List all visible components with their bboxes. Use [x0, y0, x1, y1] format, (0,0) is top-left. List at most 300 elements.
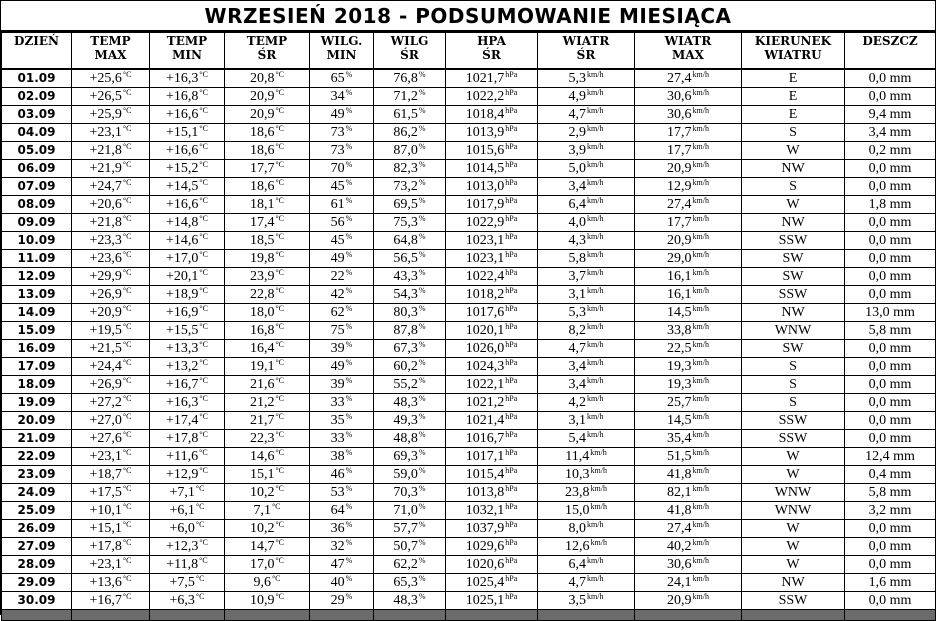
- unit-label: °C: [275, 286, 285, 295]
- unit-label: %: [345, 412, 353, 421]
- unit-label: km/h: [587, 592, 604, 601]
- temp-avg-cell: [225, 250, 310, 268]
- cell-value: 70,3: [393, 485, 418, 500]
- cell-value: 0,0 mm: [868, 377, 912, 392]
- cell-value: 5,8: [568, 251, 587, 266]
- humidity-min-cell: [310, 484, 374, 502]
- unit-label: km/h: [587, 214, 604, 223]
- cell-value: 5,3: [568, 71, 587, 86]
- humidity-avg-cell: [374, 88, 446, 106]
- unit-label: km/h: [692, 520, 709, 529]
- unit-label: km/h: [590, 484, 607, 493]
- unit-label: hPa: [505, 286, 518, 295]
- unit-label: °C: [195, 484, 205, 493]
- humidity-avg-cell: [374, 430, 446, 448]
- humidity-min-cell: [310, 340, 374, 358]
- cell-value: 36: [330, 521, 345, 536]
- cell-value: 1023,1: [465, 233, 505, 248]
- temp-max-cell: [72, 142, 150, 160]
- cell-value: 19,3: [667, 359, 692, 374]
- cell-value: 14,5: [667, 305, 692, 320]
- cell-value: +14,6: [166, 233, 199, 248]
- unit-label: %: [345, 448, 353, 457]
- unit-label: %: [345, 142, 353, 151]
- wind-max-cell: [635, 178, 742, 196]
- cell-value: 1015,6: [465, 143, 505, 158]
- cell-value: +26,9: [89, 377, 122, 392]
- temp-max-cell: [72, 538, 150, 556]
- unit-label: °C: [122, 304, 132, 313]
- cell-value: S: [789, 377, 797, 392]
- cell-value: 23.09: [17, 467, 56, 481]
- cell-value: +7,1: [169, 485, 195, 500]
- unit-label: °C: [275, 232, 285, 241]
- day-cell: [2, 232, 72, 250]
- wind-direction-cell: [742, 178, 845, 196]
- unit-label: %: [418, 124, 426, 133]
- unit-label: hPa: [505, 268, 518, 277]
- wind-avg-cell: [538, 394, 635, 412]
- temp-min-cell: [150, 448, 225, 466]
- cell-value: 30.09: [17, 593, 56, 607]
- unit-label: km/h: [587, 304, 604, 313]
- column-header-line2: ŚR: [576, 48, 596, 62]
- unit-label: hPa: [505, 502, 518, 511]
- wind-max-cell: [635, 448, 742, 466]
- cell-value: +21,8: [89, 143, 122, 158]
- wind-avg-cell: [538, 448, 635, 466]
- unit-label: km/h: [692, 70, 709, 79]
- wind-max-cell: [635, 340, 742, 358]
- wind-max-cell: [635, 484, 742, 502]
- cell-value: 33,8: [667, 323, 692, 338]
- unit-label: °C: [275, 430, 285, 439]
- unit-label: °C: [275, 160, 285, 169]
- cell-value: +19,5: [89, 323, 122, 338]
- unit-label: °C: [122, 394, 132, 403]
- cell-value: 33: [330, 431, 345, 446]
- table-row: [2, 304, 936, 322]
- cell-value: 0,0 mm: [868, 89, 912, 104]
- cell-value: 0,0 mm: [868, 359, 912, 374]
- cell-value: 17,7: [249, 161, 275, 176]
- wind-avg-cell: [538, 376, 635, 394]
- temp-min-cell: [150, 520, 225, 538]
- cell-value: 09.09: [17, 215, 56, 229]
- cell-value: 59,0: [393, 467, 418, 482]
- pressure-cell: [446, 88, 538, 106]
- cell-value: 1013,0: [465, 179, 505, 194]
- unit-label: °C: [275, 484, 285, 493]
- unit-label: km/h: [587, 124, 604, 133]
- cell-value: 0,2 mm: [868, 143, 912, 158]
- unit-label: hPa: [505, 538, 518, 547]
- unit-label: %: [418, 376, 426, 385]
- unit-label: km/h: [692, 484, 709, 493]
- wind-avg-cell: [538, 484, 635, 502]
- pressure-cell: [446, 412, 538, 430]
- cell-value: +16,8: [166, 89, 199, 104]
- cell-value: 22.09: [17, 449, 56, 463]
- day-cell: [2, 448, 72, 466]
- unit-label: °C: [275, 70, 285, 79]
- cell-value: 24.09: [17, 485, 56, 499]
- pressure-cell: [446, 196, 538, 214]
- cell-value: +18,7: [89, 467, 122, 482]
- unit-label: °C: [275, 178, 285, 187]
- unit-label: °C: [199, 160, 208, 169]
- unit-label: km/h: [692, 448, 709, 457]
- rain-cell: [845, 448, 936, 466]
- unit-label: km/h: [692, 178, 709, 187]
- unit-label: °C: [199, 214, 208, 223]
- unit-label: °C: [199, 340, 208, 349]
- column-header: [72, 33, 150, 70]
- temp-min-cell: [150, 142, 225, 160]
- cell-value: +14,8: [166, 215, 199, 230]
- pressure-cell: [446, 286, 538, 304]
- cell-value: 1014,5: [465, 161, 505, 176]
- cell-value: 12,6: [565, 539, 590, 554]
- column-header-line1: WIATR: [562, 34, 610, 48]
- column-header: [446, 33, 538, 70]
- temp-min-cell: [150, 88, 225, 106]
- unit-label: °C: [195, 502, 205, 511]
- cell-value: 0,0 mm: [868, 557, 912, 572]
- unit-label: °C: [122, 412, 132, 421]
- column-header-line1: TEMP: [246, 34, 288, 48]
- cell-value: 10,3: [565, 467, 590, 482]
- unit-label: °C: [122, 358, 132, 367]
- wind-max-cell: [635, 430, 742, 448]
- temp-avg-cell: [225, 502, 310, 520]
- unit-label: °C: [199, 304, 208, 313]
- cell-value: 76,8: [393, 71, 418, 86]
- cell-value: 10,2: [249, 485, 275, 500]
- unit-label: km/h: [692, 394, 709, 403]
- cell-value: +18,9: [166, 287, 199, 302]
- unit-label: °C: [122, 70, 132, 79]
- temp-avg-cell: [225, 88, 310, 106]
- temp-min-cell: [150, 358, 225, 376]
- unit-label: hPa: [505, 124, 518, 133]
- day-cell: [2, 520, 72, 538]
- humidity-avg-cell: [374, 376, 446, 394]
- pressure-cell: [446, 214, 538, 232]
- wind-max-cell: [635, 520, 742, 538]
- unit-label: km/h: [590, 538, 607, 547]
- unit-label: %: [418, 106, 426, 115]
- unit-label: %: [345, 484, 353, 493]
- unit-label: °C: [199, 394, 208, 403]
- wind-max-cell: [635, 592, 742, 610]
- temp-max-cell: [72, 178, 150, 196]
- cell-value: 6,4: [568, 197, 587, 212]
- cell-value: 22,5: [667, 341, 692, 356]
- column-header: [310, 33, 374, 70]
- pressure-cell: [446, 322, 538, 340]
- unit-label: km/h: [587, 358, 604, 367]
- unit-label: °C: [122, 520, 132, 529]
- unit-label: °C: [199, 268, 208, 277]
- cell-value: 3,1: [568, 287, 587, 302]
- cell-value: 27,4: [667, 197, 692, 212]
- cell-value: 11,4: [565, 449, 590, 464]
- cell-value: 17,7: [667, 215, 692, 230]
- unit-label: °C: [199, 430, 208, 439]
- column-header: [742, 33, 845, 70]
- unit-label: %: [345, 232, 353, 241]
- temp-min-cell: [150, 250, 225, 268]
- unit-label: %: [418, 412, 426, 421]
- rain-cell: [845, 142, 936, 160]
- cell-value: 21.09: [17, 431, 56, 445]
- unit-label: km/h: [692, 592, 709, 601]
- temp-min-cell: [150, 106, 225, 124]
- unit-label: km/h: [692, 286, 709, 295]
- wind-direction-cell: [742, 124, 845, 142]
- unit-label: km/h: [692, 322, 709, 331]
- wind-direction-cell: [742, 556, 845, 574]
- unit-label: hPa: [505, 430, 518, 439]
- unit-label: hPa: [505, 232, 518, 241]
- unit-label: km/h: [587, 430, 604, 439]
- table-row: [2, 376, 936, 394]
- rain-cell: [845, 520, 936, 538]
- unit-label: %: [345, 394, 353, 403]
- day-cell: [2, 502, 72, 520]
- cell-value: 29,0: [667, 251, 692, 266]
- cell-value: +21,9: [89, 161, 122, 176]
- humidity-min-cell: [310, 502, 374, 520]
- temp-min-cell: [150, 214, 225, 232]
- unit-label: °C: [199, 196, 208, 205]
- temp-max-cell: [72, 69, 150, 88]
- day-cell: [2, 268, 72, 286]
- unit-label: °C: [122, 88, 132, 97]
- wind-direction-cell: [742, 430, 845, 448]
- cell-value: +12,3: [166, 539, 199, 554]
- unit-label: °C: [199, 124, 208, 133]
- wind-max-cell: [635, 69, 742, 88]
- pressure-cell: [446, 538, 538, 556]
- cell-value: +27,0: [89, 413, 122, 428]
- cell-value: +16,6: [166, 107, 199, 122]
- cell-value: +17,4: [166, 413, 199, 428]
- unit-label: °C: [275, 538, 285, 547]
- temp-max-cell: [72, 124, 150, 142]
- unit-label: hPa: [505, 448, 518, 457]
- wind-max-cell: [635, 394, 742, 412]
- temp-max-cell: [72, 88, 150, 106]
- temp-avg-cell: [225, 484, 310, 502]
- cell-value: 82,1: [667, 485, 692, 500]
- temp-avg-cell: [225, 304, 310, 322]
- cell-value: NW: [781, 161, 805, 176]
- cell-value: 20,9: [667, 593, 692, 608]
- unit-label: °C: [122, 484, 132, 493]
- pressure-cell: [446, 574, 538, 592]
- cell-value: S: [789, 125, 797, 140]
- cell-value: +15,1: [89, 521, 122, 536]
- unit-label: °C: [275, 340, 285, 349]
- unit-label: °C: [122, 448, 132, 457]
- unit-label: %: [418, 88, 426, 97]
- cell-value: 5,8 mm: [868, 485, 912, 500]
- cell-value: 0,0 mm: [868, 251, 912, 266]
- cell-value: +26,5: [89, 89, 122, 104]
- unit-label: %: [345, 340, 353, 349]
- cell-value: 12.09: [17, 269, 56, 283]
- cell-value: 1022,1: [465, 377, 505, 392]
- table-row: [2, 250, 936, 268]
- wind-direction-cell: [742, 214, 845, 232]
- temp-avg-cell: [225, 394, 310, 412]
- wind-avg-cell: [538, 304, 635, 322]
- pressure-cell: [446, 160, 538, 178]
- table-row: [2, 178, 936, 196]
- column-header: [635, 33, 742, 70]
- temp-avg-cell: [225, 286, 310, 304]
- pressure-cell: [446, 448, 538, 466]
- cell-value: 4,7: [568, 575, 587, 590]
- unit-label: km/h: [692, 376, 709, 385]
- unit-label: km/h: [692, 574, 709, 583]
- unit-label: km/h: [587, 520, 604, 529]
- cell-value: 25,7: [667, 395, 692, 410]
- cell-value: 73: [330, 143, 345, 158]
- cell-value: +12,9: [166, 467, 199, 482]
- unit-label: km/h: [692, 358, 709, 367]
- cell-value: NW: [781, 575, 805, 590]
- unit-label: km/h: [590, 448, 607, 457]
- wind-max-cell: [635, 502, 742, 520]
- cell-value: 27.09: [17, 539, 56, 553]
- unit-label: km/h: [692, 232, 709, 241]
- wind-avg-cell: [538, 466, 635, 484]
- cell-value: +13,6: [89, 575, 122, 590]
- cell-value: 15.09: [17, 323, 56, 337]
- unit-label: %: [345, 466, 353, 475]
- day-cell: [2, 250, 72, 268]
- cell-value: 3,2 mm: [868, 503, 912, 518]
- unit-label: °C: [122, 430, 132, 439]
- unit-label: %: [418, 142, 426, 151]
- cell-value: +27,2: [89, 395, 122, 410]
- humidity-avg-cell: [374, 304, 446, 322]
- cell-value: W: [786, 143, 800, 158]
- cell-value: 0,0 mm: [868, 593, 912, 608]
- cell-value: 17,7: [667, 125, 692, 140]
- cell-value: 49: [330, 107, 345, 122]
- cell-value: 45: [330, 233, 345, 248]
- unit-label: °C: [195, 520, 205, 529]
- footer-cell: [742, 610, 845, 621]
- unit-label: km/h: [590, 502, 607, 511]
- cell-value: +20,6: [89, 197, 122, 212]
- cell-value: 20,9: [667, 233, 692, 248]
- cell-value: NW: [781, 305, 805, 320]
- cell-value: 05.09: [17, 143, 56, 157]
- wind-direction-cell: [742, 69, 845, 88]
- humidity-min-cell: [310, 538, 374, 556]
- temp-max-cell: [72, 304, 150, 322]
- cell-value: 23,8: [565, 485, 590, 500]
- cell-value: 43,3: [393, 269, 418, 284]
- cell-value: 4,0: [568, 215, 587, 230]
- cell-value: 26.09: [17, 521, 56, 535]
- wind-max-cell: [635, 358, 742, 376]
- day-cell: [2, 574, 72, 592]
- day-cell: [2, 196, 72, 214]
- temp-min-cell: [150, 304, 225, 322]
- unit-label: °C: [275, 304, 285, 313]
- cell-value: 54,3: [393, 287, 418, 302]
- temp-avg-cell: [225, 358, 310, 376]
- cell-value: 64: [330, 503, 345, 518]
- unit-label: km/h: [692, 214, 709, 223]
- column-header-line1: TEMP: [166, 34, 208, 48]
- column-header-line1: WIATR: [664, 34, 712, 48]
- cell-value: 1021,4: [465, 413, 505, 428]
- cell-value: 21,7: [249, 413, 275, 428]
- pressure-cell: [446, 124, 538, 142]
- humidity-min-cell: [310, 466, 374, 484]
- cell-value: 23,9: [249, 269, 275, 284]
- temp-avg-cell: [225, 268, 310, 286]
- wind-avg-cell: [538, 88, 635, 106]
- pressure-cell: [446, 376, 538, 394]
- cell-value: SSW: [778, 233, 808, 248]
- temp-max-cell: [72, 502, 150, 520]
- unit-label: %: [345, 70, 353, 79]
- cell-value: 18.09: [17, 377, 56, 391]
- cell-value: +17,5: [89, 485, 122, 500]
- unit-label: %: [418, 268, 426, 277]
- humidity-avg-cell: [374, 142, 446, 160]
- cell-value: 15,0: [565, 503, 590, 518]
- cell-value: 70: [330, 161, 345, 176]
- humidity-avg-cell: [374, 592, 446, 610]
- humidity-min-cell: [310, 124, 374, 142]
- cell-value: 4,9: [568, 89, 587, 104]
- cell-value: 47: [330, 557, 345, 572]
- cell-value: 12,9: [667, 179, 692, 194]
- cell-value: +6,1: [169, 503, 195, 518]
- unit-label: hPa: [505, 556, 518, 565]
- cell-value: +21,5: [89, 341, 122, 356]
- unit-label: °C: [275, 412, 285, 421]
- unit-label: %: [418, 70, 426, 79]
- unit-label: °C: [199, 556, 208, 565]
- wind-direction-cell: [742, 466, 845, 484]
- cell-value: 19,1: [249, 359, 275, 374]
- wind-direction-cell: [742, 448, 845, 466]
- cell-value: +27,6: [89, 431, 122, 446]
- unit-label: °C: [195, 574, 205, 583]
- temp-min-cell: [150, 286, 225, 304]
- cell-value: 55,2: [393, 377, 418, 392]
- cell-value: 22,3: [249, 431, 275, 446]
- humidity-min-cell: [310, 430, 374, 448]
- cell-value: 3,4: [568, 377, 587, 392]
- unit-label: hPa: [505, 574, 518, 583]
- monthly-weather-table: [1, 32, 936, 621]
- column-header: [2, 33, 72, 70]
- pressure-cell: [446, 358, 538, 376]
- table-row: [2, 124, 936, 142]
- column-header-line1: WILG: [390, 34, 429, 48]
